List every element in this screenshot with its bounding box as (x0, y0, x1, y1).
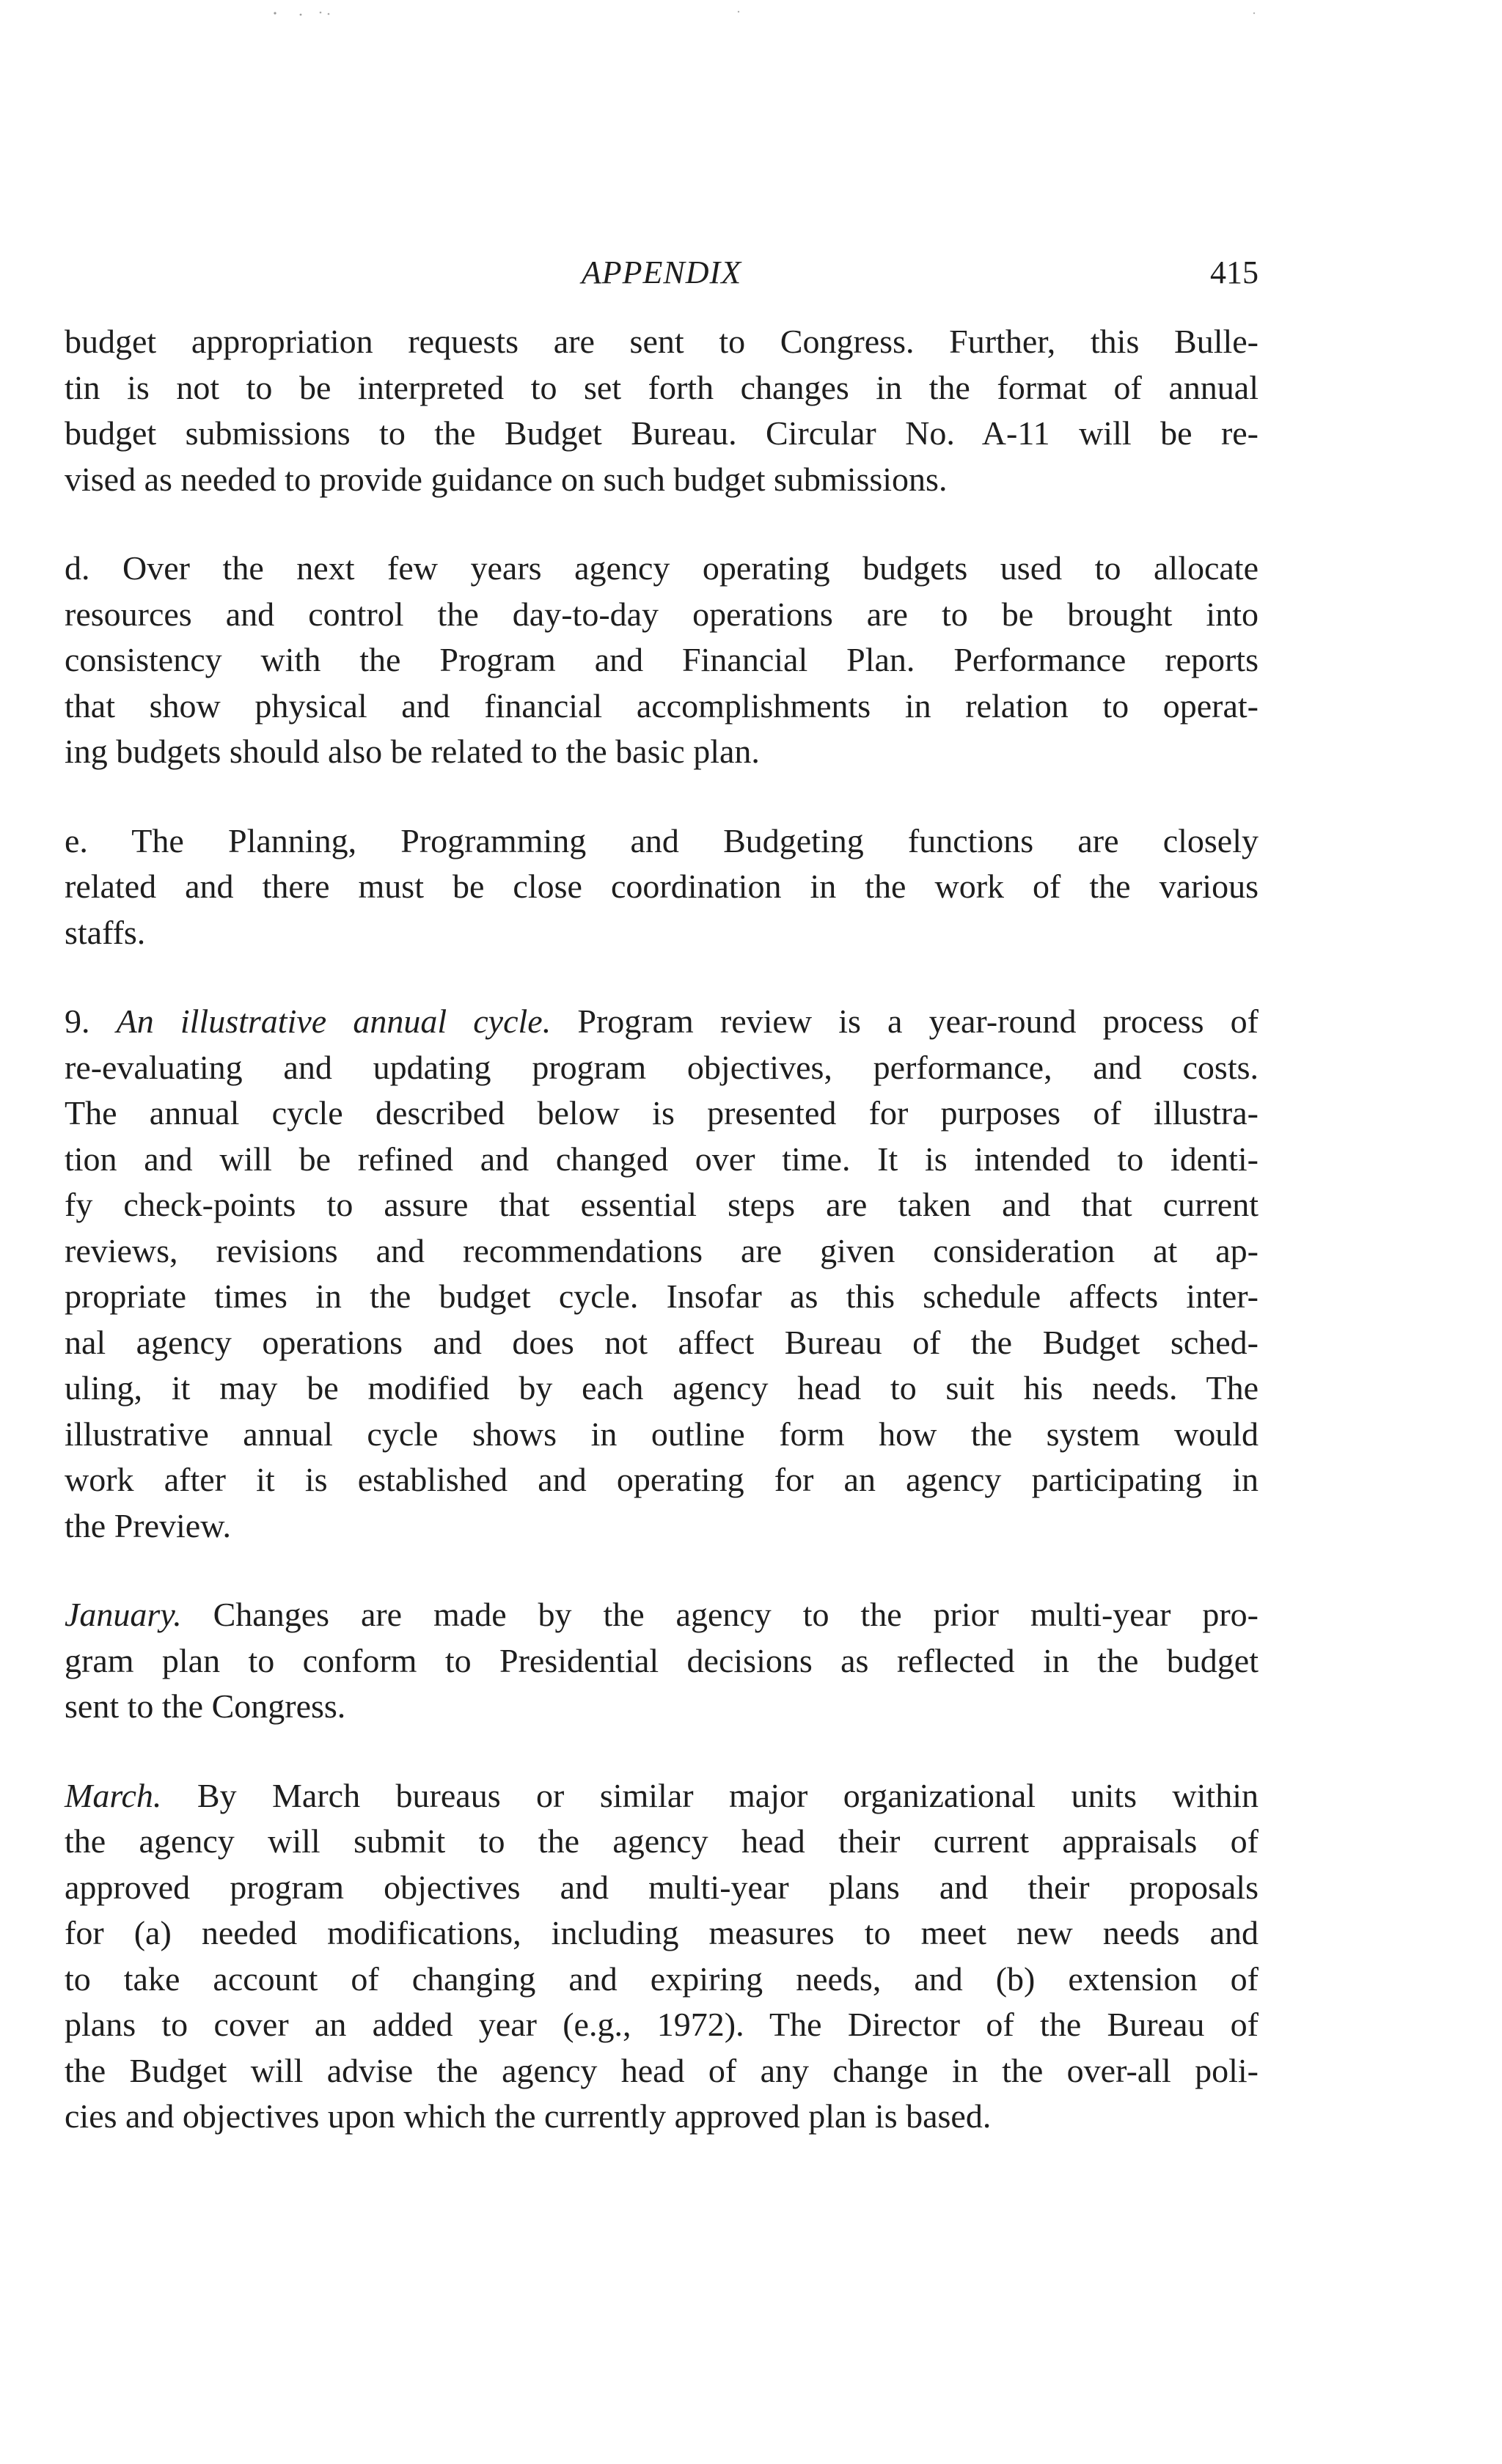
text-line: the agency will submit to the agency head their current appraisals of (65, 1822, 1259, 1860)
text-line: approved program objectives and multi-year plans and their proposals (65, 1868, 1259, 1906)
line-text: By March bureaus or similar major organizational units within (161, 1776, 1259, 1814)
text-line (65, 1592, 1259, 1638)
text-line: fy check-points to assure that essential steps are taken and that current (65, 1186, 1259, 1223)
text-line: e. The Planning, Programming and Budgeting functions are closely (65, 821, 1259, 859)
text-line: staffs. (65, 913, 146, 951)
text-line: budget submissions to the Budget Bureau. Circular No. A-11 will be re- (65, 414, 1259, 452)
text-line: d. Over the next few years agency operating budgets used to allocate (65, 549, 1259, 587)
section-number: 9. (65, 1002, 117, 1040)
text-line: consistency with the Program and Financial Plan. Performance reports (65, 641, 1259, 678)
paragraph-january (65, 1592, 1259, 1730)
text-line: cies and objectives upon which the currently approved plan is based. (65, 2097, 992, 2135)
paragraph-d (65, 546, 1259, 775)
page-number: 415 (1210, 254, 1259, 290)
text-line: ing budgets should also be related to the basic plan. (65, 733, 760, 770)
text-line: tin is not to be interpreted to set forth changes in the format of annual (65, 368, 1259, 406)
text-line: illustrative annual cycle shows in outline form how the system would (65, 1415, 1259, 1453)
page-body (65, 319, 1259, 2140)
text-line: that show physical and financial accomplishments in relation to operat- (65, 686, 1259, 725)
text-line: to take account of changing and expiring needs, and (b) extension of (65, 1959, 1259, 1998)
line-text: Program review is a year-round process of (551, 1002, 1259, 1040)
text-line (65, 999, 1259, 1045)
text-line: resources and control the day-to-day operations are to be brought into (65, 595, 1259, 633)
text-line: sent to the Congress. (65, 1687, 346, 1725)
month-heading: March. (65, 1776, 162, 1814)
section-heading: An illustrative annual cycle. (116, 1002, 552, 1040)
running-head: APPENDIX (581, 254, 742, 290)
text-line: budget appropriation requests are sent to Congress. Further, this Bulle- (65, 323, 1259, 360)
text-line: plans to cover an added year (e.g., 1972). The Director of the Bureau of (65, 2006, 1259, 2043)
line-text: Changes are made by the agency to the prior multi-year pro- (181, 1596, 1259, 1633)
month-heading: January. (65, 1596, 182, 1633)
text-line: related and there must be close coordination in the work of the various (65, 868, 1259, 905)
paragraph-9-illustrative-cycle (65, 999, 1259, 1549)
text-line: gram plan to conform to Presidential decisions as reflected in the budget (65, 1641, 1259, 1679)
text-line: the Budget will advise the agency head of any change in the over-all poli- (65, 2051, 1259, 2089)
text-line (65, 1773, 1259, 1819)
text-line: for (a) needed modifications, including measures to meet new needs and (65, 1914, 1259, 1951)
paragraph-e (65, 818, 1259, 956)
text-line: re-evaluating and updating program objectives, performance, and costs. (65, 1048, 1259, 1086)
text-line: work after it is established and operating for an agency participating in (65, 1461, 1259, 1498)
text-line: the Preview. (65, 1506, 231, 1544)
paragraph-march (65, 1773, 1259, 2140)
text-line: vised as needed to provide guidance on such budget submissions. (65, 460, 948, 498)
page-header (65, 251, 1259, 295)
text-line: uling, it may be modified by each agency head to suit his needs. The (65, 1369, 1259, 1407)
text-line: tion and will be refined and changed over time. It is intended to identi- (65, 1140, 1259, 1178)
text-line: propriate times in the budget cycle. Insofar as this schedule affects inter- (65, 1277, 1259, 1315)
paragraph-continuation (65, 319, 1259, 502)
text-line: The annual cycle described below is presented for purposes of illustra- (65, 1094, 1259, 1132)
text-line: nal agency operations and does not affect Bureau of the Budget sched- (65, 1323, 1259, 1361)
text-line: reviews, revisions and recommendations are given consideration at ap- (65, 1231, 1259, 1269)
scan-artifacts (0, 0, 1502, 44)
